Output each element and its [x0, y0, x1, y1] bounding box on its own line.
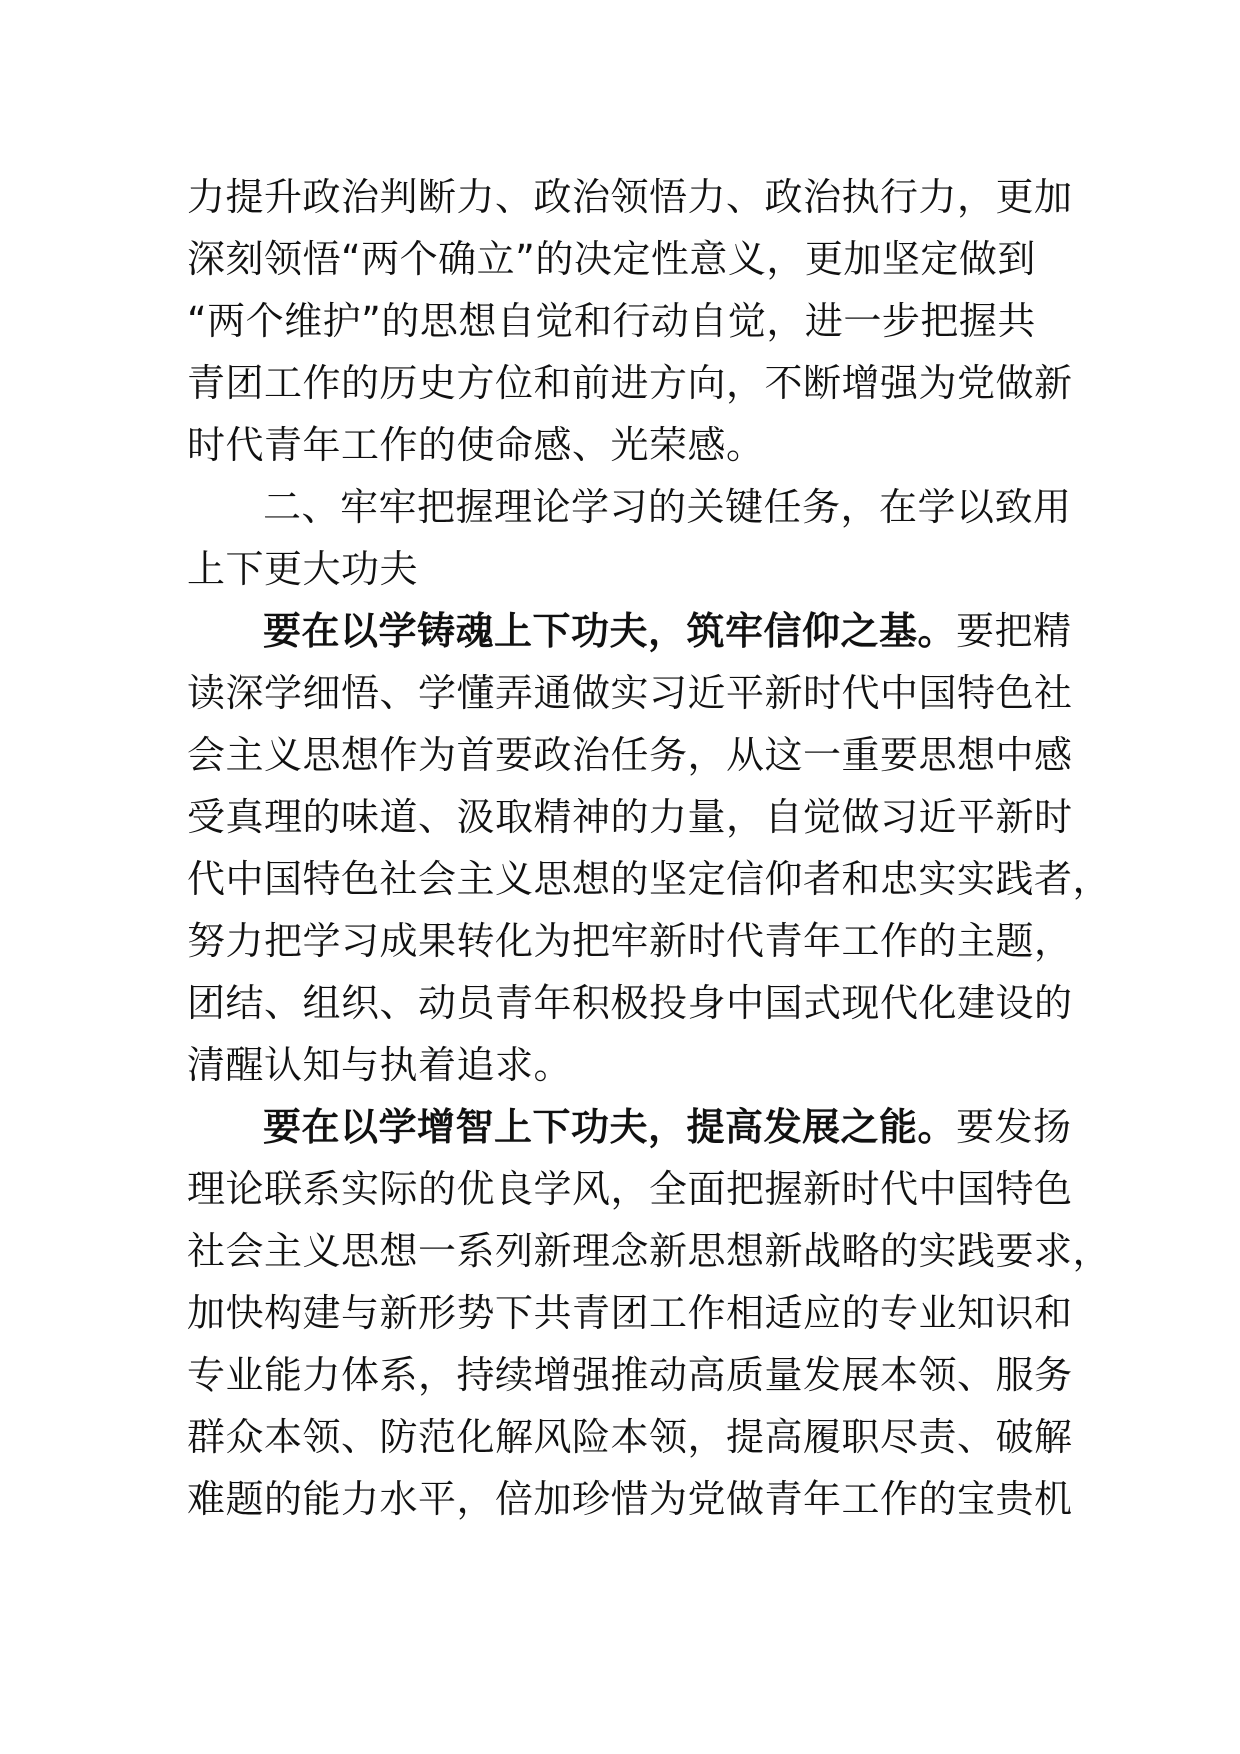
- text-line: 青团工作的历史方位和前进方向，不断增强为党做新: [187, 361, 1073, 405]
- text-line: 加快构建与新形势下共青团工作相适应的专业知识和: [187, 1291, 1073, 1335]
- text-line: 群众本领、防范化解风险本领，提高履职尽责、破解: [187, 1415, 1073, 1459]
- paragraph-continued: [187, 166, 1073, 476]
- text-line: 专业能力体系，持续增强推动高质量发展本领、服务: [187, 1353, 1073, 1397]
- paragraph-wisdom: [187, 1096, 1112, 1530]
- paragraph-faith: [187, 600, 1112, 1096]
- text-line: 读深学细悟、学懂弄通做实习近平新时代中国特色社: [187, 671, 1073, 715]
- text-line: 社会主义思想一系列新理念新思想新战略的实践要求，: [187, 1229, 1112, 1273]
- bold-lead-sentence: 要在以学铸魂上下功夫，筑牢信仰之基。: [263, 609, 957, 653]
- bold-lead-sentence: 要在以学增智上下功夫，提高发展之能。: [263, 1105, 957, 1149]
- text-line: 力提升政治判断力、政治领悟力、政治执行力，更加: [187, 175, 1073, 219]
- text-line: 难题的能力水平，倍加珍惜为党做青年工作的宝贵机: [187, 1477, 1073, 1521]
- text-line: 清醒认知与执着追求。: [187, 1043, 573, 1087]
- text-line: 会主义思想作为首要政治任务，从这一重要思想中感: [187, 733, 1073, 777]
- text-line: “两个维护”的思想自觉和行动自觉，进一步把握共: [187, 299, 1036, 343]
- document-body: [187, 166, 1112, 1530]
- text-line: 代中国特色社会主义思想的坚定信仰者和忠实实践者，: [187, 857, 1112, 901]
- text-line: 深刻领悟“两个确立”的决定性意义，更加坚定做到: [187, 237, 1036, 281]
- text-line: 团结、组织、动员青年积极投身中国式现代化建设的: [187, 981, 1073, 1025]
- heading-line: 上下更大功夫: [187, 547, 419, 591]
- text-line: 努力把学习成果转化为把牢新时代青年工作的主题，: [187, 919, 1073, 963]
- paragraph-first-line: [187, 1096, 1072, 1158]
- text-line: 受真理的味道、汲取精神的力量，自觉做习近平新时: [187, 795, 1073, 839]
- text-line: 时代青年工作的使命感、光荣感。: [187, 423, 765, 467]
- heading-line: 二、牢牢把握理论学习的关键任务，在学以致用: [263, 485, 1072, 529]
- text-run: 要把精: [956, 609, 1072, 653]
- paragraph-first-line: [187, 600, 1072, 662]
- text-run: 要发扬: [956, 1105, 1072, 1149]
- section-heading: [187, 476, 1072, 600]
- text-line: 理论联系实际的优良学风，全面把握新时代中国特色: [187, 1167, 1073, 1211]
